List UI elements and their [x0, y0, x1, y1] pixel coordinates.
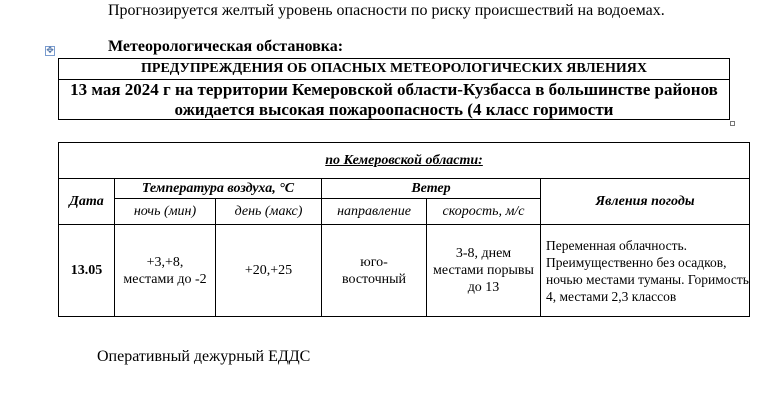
- danger-level-line: Прогнозируется желтый уровень опасности по риску происшествий на водоемах.: [108, 2, 665, 19]
- phenomena-value: Переменная облачность. Преимущественно без осадков, ночью местами туманы. Горимость 4, местами 2,3 классов: [541, 225, 750, 317]
- warning-box: [58, 58, 730, 120]
- table-move-handle-icon[interactable]: ✥: [46, 46, 54, 56]
- forecast-table: [58, 142, 750, 317]
- table-resize-handle[interactable]: [730, 121, 735, 126]
- day-temp-value: +20,+25: [216, 225, 322, 317]
- date-header: Дата: [59, 179, 115, 225]
- night-temp-value: +3,+8, местами до -2: [115, 225, 216, 317]
- speed-header: скорость, м/с: [427, 199, 541, 225]
- duty-officer-line: Оперативный дежурный ЕДДС: [97, 348, 311, 365]
- wind-speed-value: 3-8, днем местами порывы до 13: [427, 225, 541, 317]
- direction-header: направление: [322, 199, 427, 225]
- phenomena-header: Явления погоды: [541, 179, 750, 225]
- warning-text: 13 мая 2024 г на территории Кемеровской области-Кузбасса в большинстве районов ожидается высокая пожароопасность (4 класс горимости: [70, 80, 718, 119]
- meteo-heading: Метеорологическая обстановка:: [108, 38, 344, 55]
- wind-header: Ветер: [322, 179, 541, 199]
- region-row: [59, 143, 750, 179]
- date-value: 13.05: [59, 225, 115, 317]
- header-row-1: [59, 179, 750, 199]
- temperature-header: Температура воздуха, °С: [115, 179, 322, 199]
- day-header: день (макс): [216, 199, 322, 225]
- wind-direction-value: юго-восточный: [322, 225, 427, 317]
- region-title: по Кемеровской области:: [59, 143, 750, 179]
- night-header: ночь (мин): [115, 199, 216, 225]
- table-row: [59, 225, 750, 317]
- warning-title: ПРЕДУПРЕЖДЕНИЯ ОБ ОПАСНЫХ МЕТЕОРОЛОГИЧЕСКИХ ЯВЛЕНИЯХ: [141, 61, 647, 76]
